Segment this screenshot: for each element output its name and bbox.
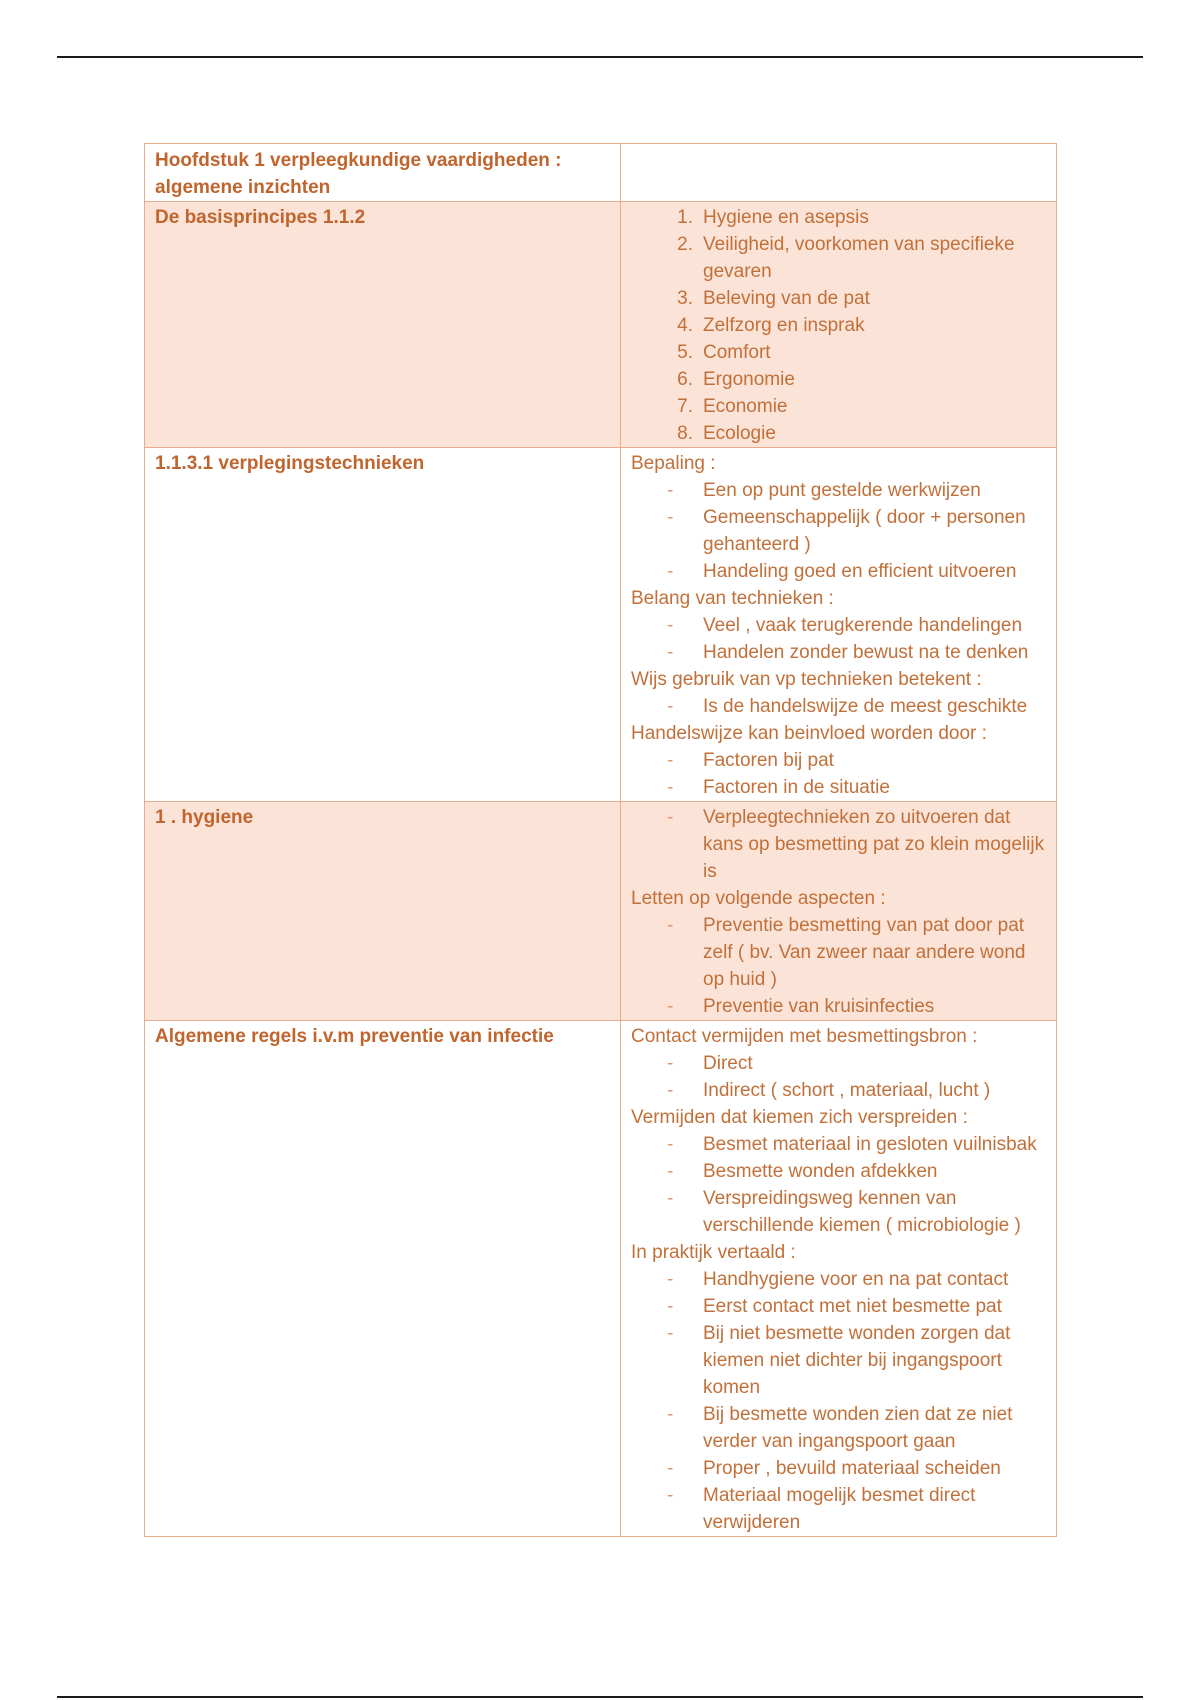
header-empty-cell [621,144,1057,202]
list-item: - Bij besmette wonden zien dat ze niet verder van ingangspoort gaan [667,1404,1013,1452]
list-item: 8. Ecologie [677,423,776,444]
list-item: - Handelen zonder bewust na te denken [667,642,1029,663]
section-heading: Contact vermijden met besmettingsbron : [631,1026,978,1047]
bullet-list [631,912,1046,1020]
top-rule [57,56,1143,58]
list-item: - Veel , vaak terugkerende handelingen [667,615,1023,636]
bullet-list [631,1131,1046,1239]
table-row-verplegingstechnieken [145,448,1057,802]
table-row-hygiene [145,802,1057,1021]
list-item: - Verspreidingsweg kennen van verschillende kiemen ( microbiologie ) [667,1188,1021,1236]
list-item: 1. Hygiene en asepsis [677,207,869,228]
list-item: 3. Beleving van de pat [677,288,870,309]
list-item: - Preventie van kruisinfecties [667,996,935,1017]
row-content [621,202,1057,448]
section-heading: Letten op volgende aspecten : [631,888,886,909]
bullet-list [631,1266,1046,1536]
bullet-list [631,804,1046,885]
numbered-list [631,204,1046,447]
section-heading: Handelswijze kan beinvloed worden door : [631,723,987,744]
section-heading: Belang van technieken : [631,588,834,609]
bullet-list [631,693,1046,720]
notes-table [144,143,1057,1537]
list-item: - Handeling goed en efficient uitvoeren [667,561,1017,582]
list-item: - Is de handelswijze de meest geschikte [667,696,1028,717]
list-item: - Materiaal mogelijk besmet direct verwijderen [667,1485,976,1533]
list-item: - Handhygiene voor en na pat contact [667,1269,1009,1290]
list-item: 2. Veiligheid, voorkomen van specifieke gevaren [677,234,1015,282]
row-content [621,1021,1057,1537]
row-content [621,448,1057,802]
section-heading: In praktijk vertaald : [631,1242,796,1263]
table-header-row [145,144,1057,202]
list-item: 7. Economie [677,396,788,417]
list-item: 4. Zelfzorg en insprak [677,315,865,336]
table-row-basisprincipes [145,202,1057,448]
list-item: 6. Ergonomie [677,369,795,390]
row-label: De basisprincipes 1.1.2 [145,202,621,448]
bullet-list [631,1050,1046,1104]
list-item: - Direct [667,1053,753,1074]
row-label: 1.1.3.1 verplegingstechnieken [145,448,621,802]
bullet-list [631,747,1046,801]
row-content [621,802,1057,1021]
list-item: - Besmet materiaal in gesloten vuilnisbak [667,1134,1037,1155]
table-row-preventie-infectie [145,1021,1057,1537]
row-label: Algemene regels i.v.m preventie van infectie [145,1021,621,1537]
list-item: - Een op punt gestelde werkwijzen [667,480,981,501]
list-item: - Preventie besmetting van pat door pat zelf ( bv. Van zweer naar andere wond op huid ) [667,915,1026,990]
bullet-list [631,612,1046,666]
list-item: 5. Comfort [677,342,771,363]
list-item: - Indirect ( schort , materiaal, lucht ) [667,1080,991,1101]
list-item: - Proper , bevuild materiaal scheiden [667,1458,1001,1479]
list-item: - Bij niet besmette wonden zorgen dat kiemen niet dichter bij ingangspoort komen [667,1323,1011,1398]
section-heading: Wijs gebruik van vp technieken betekent : [631,669,982,690]
header-title: Hoofdstuk 1 verpleegkundige vaardigheden : algemene inzichten [145,144,621,202]
list-item: - Factoren bij pat [667,750,834,771]
list-item: - Gemeenschappelijk ( door + personen gehanteerd ) [667,507,1026,555]
section-heading: Vermijden dat kiemen zich verspreiden : [631,1107,968,1128]
list-item: - Besmette wonden afdekken [667,1161,938,1182]
list-item: - Factoren in de situatie [667,777,890,798]
list-item: - Verpleegtechnieken zo uitvoeren dat kans op besmetting pat zo klein mogelijk is [667,807,1045,882]
list-item: - Eerst contact met niet besmette pat [667,1296,1002,1317]
bullet-list [631,477,1046,585]
row-label: 1 . hygiene [145,802,621,1021]
bottom-rule [57,1696,1143,1698]
section-heading: Bepaling : [631,453,716,474]
